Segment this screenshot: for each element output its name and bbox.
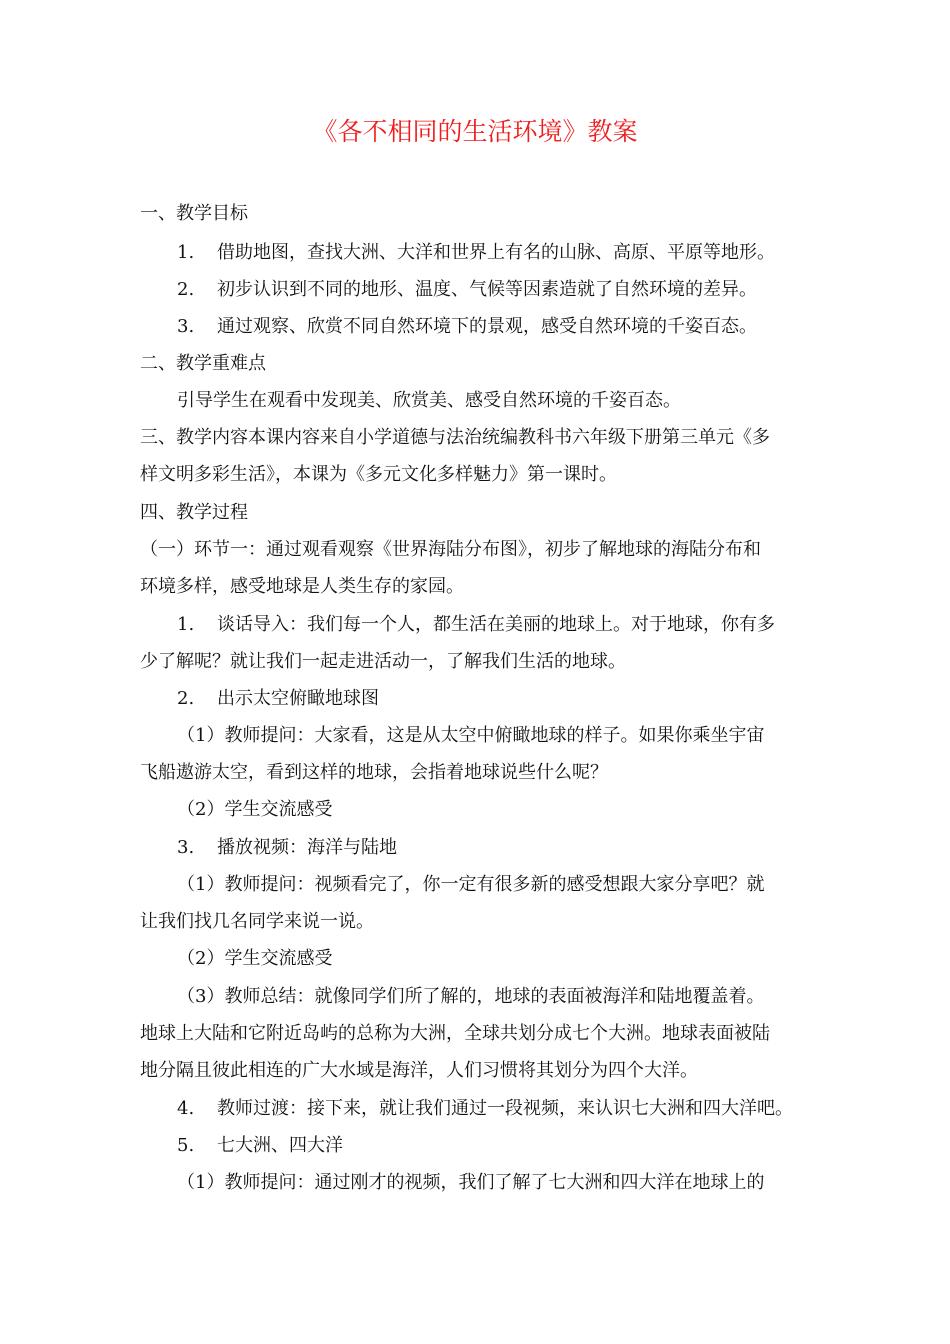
list-text: 通过观察、欣赏不同自然环境下的景观，感受自然环境的千姿百态。 <box>217 316 757 337</box>
list-number: 5. <box>177 1135 195 1156</box>
paragraph-line: 少了解呢？就让我们一起走进活动一，了解我们生活的地球。 <box>140 651 626 672</box>
paragraph-line: 样文明多彩生活》，本课为《多元文化多样魅力》第一课时。 <box>140 464 617 485</box>
section-heading: 一、教学目标 <box>140 203 248 224</box>
list-number: 1. <box>177 614 195 635</box>
list-text: 出示太空俯瞰地球图 <box>217 688 379 709</box>
paragraph-line: 地球上大陆和它附近岛屿的总称为大洲，全球共划分成七个大洲。地球表面被陆 <box>140 1023 770 1044</box>
list-item <box>177 314 757 340</box>
paragraph-line: （1）教师提问：通过刚才的视频，我们了解了七大洲和四大洋在地球上的 <box>177 1172 765 1193</box>
section-heading: 三、教学内容本课内容来自小学道德与法治统编教科书六年级下册第三单元《多 <box>140 427 770 448</box>
paragraph-line: （一）环节一：通过观看观察《世界海陆分布图》，初步了解地球的海陆分布和 <box>140 539 761 560</box>
paragraph-line: （1）教师提问：视频看完了，你一定有很多新的感受想跟大家分享吧？就 <box>177 874 765 895</box>
paragraph-line: （2）学生交流感受 <box>177 948 333 969</box>
paragraph-line: （1）教师提问：大家看，这是从太空中俯瞰地球的样子。如果你乘坐宇宙 <box>177 725 765 746</box>
list-number: 3. <box>177 837 195 858</box>
list-text: 七大洲、四大洋 <box>217 1135 343 1156</box>
list-number: 4. <box>177 1098 195 1119</box>
paragraph-line: （2）学生交流感受 <box>177 799 333 820</box>
section-heading: 二、教学重难点 <box>140 353 266 374</box>
list-item <box>177 240 775 266</box>
paragraph-line: （3）教师总结：就像同学们所了解的，地球的表面被海洋和陆地覆盖着。 <box>177 986 765 1007</box>
list-text: 教师过渡：接下来，就让我们通过一段视频，来认识七大洲和四大洋吧。 <box>217 1098 793 1119</box>
list-text: 谈话导入：我们每一个人，都生活在美丽的地球上。对于地球，你有多 <box>217 614 775 635</box>
list-number: 3. <box>177 316 195 337</box>
paragraph-line: 地分隔且彼此相连的广大水域是海洋，人们习惯将其划分为四个大洋。 <box>140 1060 698 1081</box>
list-item <box>177 835 397 861</box>
document-title: 《各不相同的生活环境》教案 <box>312 117 638 146</box>
list-item <box>177 1133 343 1159</box>
list-text: 借助地图，查找大洲、大洋和世界上有名的山脉、高原、平原等地形。 <box>217 242 775 263</box>
list-number: 2. <box>177 279 195 300</box>
paragraph-line: 飞船遨游太空，看到这样的地球，会指着地球说些什么呢？ <box>140 762 608 783</box>
list-number: 2. <box>177 688 195 709</box>
list-item <box>177 612 775 638</box>
paragraph-line: 环境多样，感受地球是人类生存的家园。 <box>140 576 464 597</box>
paragraph-line: 让我们找几名同学来说一说。 <box>140 911 374 932</box>
list-number: 1. <box>177 242 195 263</box>
section-heading: 四、教学过程 <box>140 502 248 523</box>
list-item <box>177 686 379 712</box>
list-text: 初步认识到不同的地形、温度、气候等因素造就了自然环境的差异。 <box>217 279 757 300</box>
list-text: 播放视频：海洋与陆地 <box>217 837 397 858</box>
list-item <box>177 277 757 303</box>
paragraph-line: 引导学生在观看中发现美、欣赏美、感受自然环境的千姿百态。 <box>177 390 681 411</box>
list-item <box>177 1096 793 1122</box>
